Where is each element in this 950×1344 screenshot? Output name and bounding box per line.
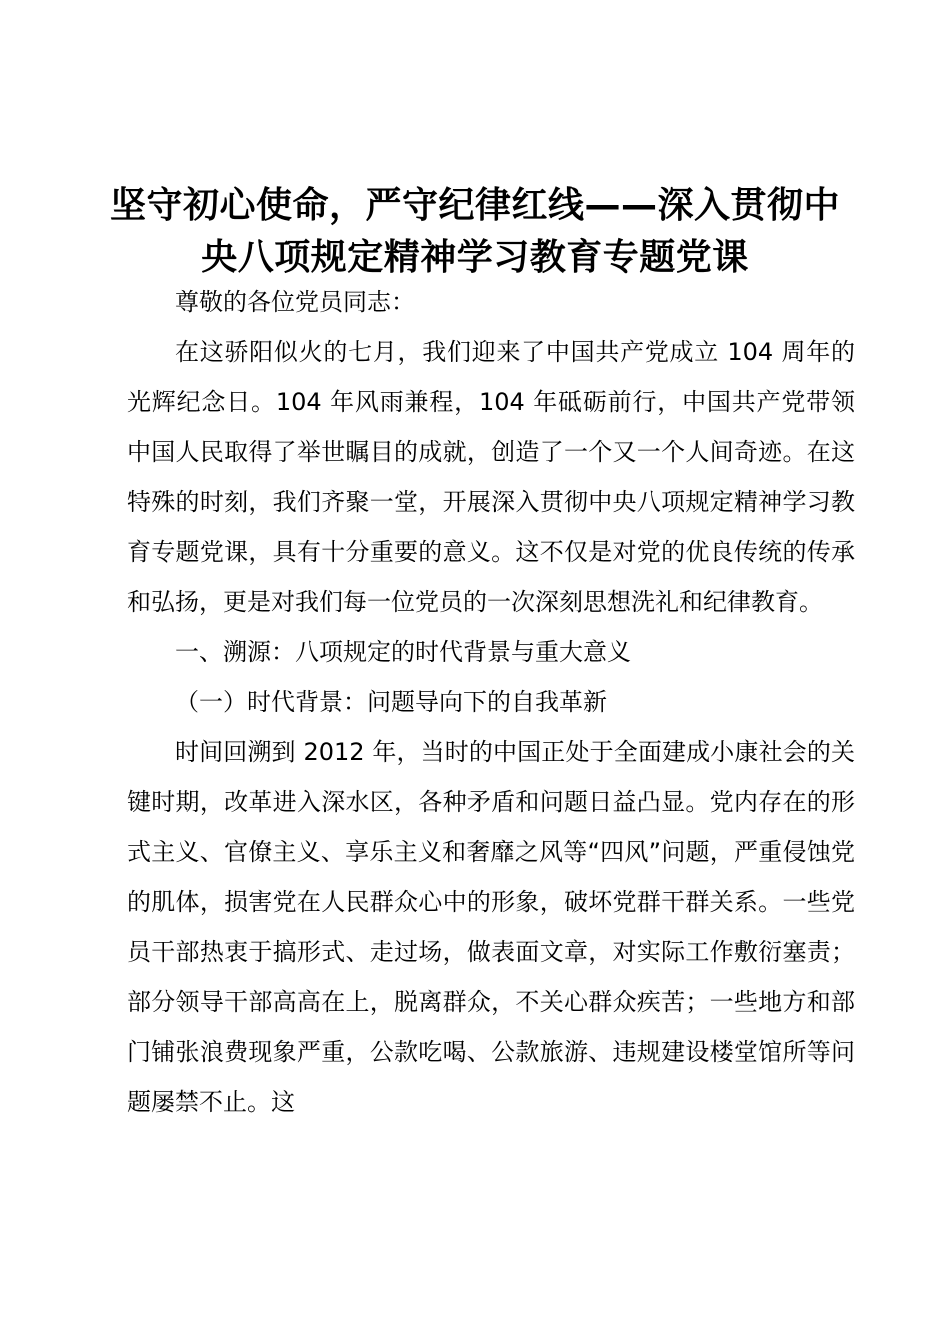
document-title-line-1: 坚守初心使命，严守纪律红线——深入贯彻中 [109,185,840,226]
section-heading: 一、溯源：八项规定的时代背景与重大意义 [175,638,631,666]
document-title-line-2: 央八项规定精神学习教育专题党课 [201,237,749,278]
paragraph-background: 时间回溯到 2012 年，当时的中国正处于全面建成小康社会的关键时期，改革进入深水区，各种矛盾和问题日益凸显。党内存在的形式主义、官僚主义、享乐主义和奢靡之风等“四风”问题，严重侵蚀党的肌体，损害党在人民群众心中的形象，破坏党群干群关系。一些党员干部热衷于搞形式、走过场，做表面文章，对实际工作敷衍塞责；部分领导干部高高在上，脱离群众，不关心群众疾苦；一些地方和部门铺张浪费现象严重，公款吃喝、公款旅游、违规建设楼堂馆所等问题屡禁不止。这 [127,738,855,1116]
paragraph-intro: 在这骄阳似火的七月，我们迎来了中国共产党成立 104 周年的光辉纪念日。104 年风雨兼程，104 年砥砺前行，中国共产党带领中国人民取得了举世瞩目的成就，创造了一个又一个人间奇迹。在这特殊的时刻，我们齐聚一堂，开展深入贯彻中央八项规定精神学习教育专题党课，具有十分重要的意义。这不仅是对党的优良传统的传承和弘扬，更是对我们每一位党员的一次深刻思想洗礼和纪律教育。 [127,338,855,616]
subsection-heading: （一）时代背景：问题导向下的自我革新 [175,688,607,716]
document-body [127,277,855,1127]
salutation: 尊敬的各位党员同志： [175,288,415,316]
